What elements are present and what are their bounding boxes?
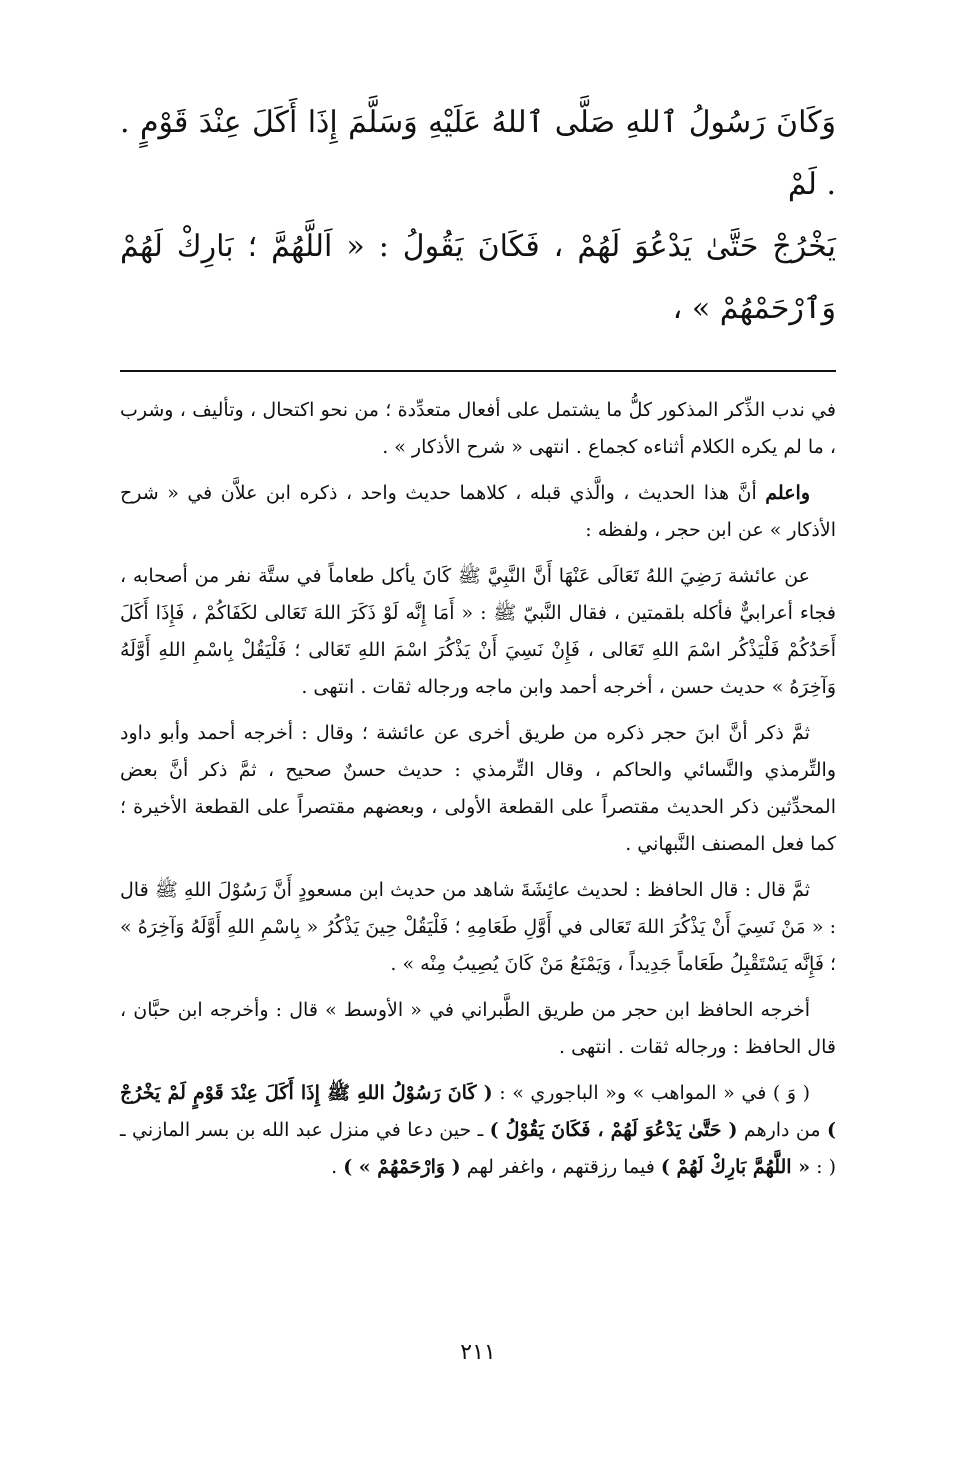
p7-part-c: من دارهم	[737, 1119, 827, 1141]
commentary-paragraph-4: ثمَّ ذكر أنَّ ابنَ حجر ذكره من طريق أخرى عن عائشة ؛ وقال : أخرجه أحمد وأبو داود والتِّرمذي والنَّسائي والحاكم ، وقال التِّرمذي : حديث حسنٌ صحيح ، ثمَّ ذكر أنَّ بعض المحدِّثين ذكر الحديث مقتصراً على القطعة الأولى ، وبعضهم مقتصراً على القطعة الأخيرة ؛ كما فعل المصنف النَّبهاني .	[120, 722, 836, 855]
commentary-lead-word: واعلم	[765, 482, 810, 504]
commentary-paragraph-2-text: أنَّ هذا الحديث ، والَّذي قبله ، كلاهما حديث واحد ، ذكره ابن علاَّن في « شرح الأذكار » عن ابن حجر ، ولفظه :	[120, 482, 836, 541]
commentary-paragraph-7	[120, 1075, 836, 1186]
main-text	[120, 92, 836, 340]
p7-part-a: ( وَ ) في « المواهب » و« الباجوري » :	[492, 1082, 811, 1104]
p7-part-g: فيما رزقتهم ، واغفر لهم	[460, 1156, 661, 1178]
commentary-paragraph-5: ثمَّ قال : قال الحافظ : لحديث عائِشَةَ شاهد من حديث ابن مسعودٍ أَنَّ رَسُوْلَ اللهِ ﷺ قال : « مَنْ نَسِيَ أَنْ يَذْكُرَ اللهَ تَعَالى في أَوَّلِ طَعَامِهِ ؛ فَلْيَقُلْ حِينَ يَذْكُرُ « بِاسْمِ اللهِ أَوَّلَهُ وَآخِرَهُ » ؛ فَإِنَّه يَسْتَقْبِلُ طَعَاماً جَدِيداً ، وَيَمْنَعُ مَنْ كَانَ يُصِيبُ مِنْه » .	[120, 879, 836, 975]
commentary-paragraph-3: عن عائشة رَضِيَ اللهُ تَعَالَى عَنْهَا أَنَّ النَّبِيَّ ﷺ كَانَ يأكل طعاماً في ستَّة نفر من أصحابه ، فجاء أعرابيٌّ فأكله بلقمتين ، فقال النَّبيّ ﷺ : « أَمَا إِنَّه لَوْ ذَكَرَ اللهَ تَعَالى لكَفَاكُمْ ، فَإِذَا أَكَلَ أَحَدُكُمْ فَلْيَذْكُر اسْمَ اللهِ تَعَالى ، فَإِنْ نَسِيَ أَنْ يَذْكُرَ اسْمَ اللهِ تَعَالى ؛ فَلْيَقُلْ بِاسْمِ اللهِ أَوَّلَهُ وَآخِرَهُ » حديث حسن ، أخرجه أحمد وابن ماجه ورجاله ثقات . انتهى .	[120, 565, 836, 698]
page-number: ٢١١	[460, 1340, 496, 1365]
main-text-line-1: وَكَانَ رَسُولُ ٱللهِ صَلَّى ٱللهُ عَلَيْهِ وَسَلَّمَ إِذَا أَكَلَ عِنْدَ قَوْمٍ . . لَمْ	[120, 105, 836, 202]
separator-rule	[120, 370, 836, 372]
p7-quoted-matn-4: ( وَارْحَمْهُمْ » )	[343, 1156, 461, 1178]
commentary-paragraph-6: أخرجه الحافظ ابن حجر من طريق الطَّبراني في « الأوسط » قال : وأخرجه ابن حبَّان ، قال الحافظ : ورجاله ثقات . انتهى .	[120, 999, 836, 1058]
p7-quoted-matn-3: « اللَّهُمَّ بَارِكْ لَهُمْ )	[660, 1156, 811, 1178]
main-text-line-2: يَخْرُجْ حَتَّىٰ يَدْعُوَ لَهُمْ ، فَكَانَ يَقُولُ : « اَللَّهُمَّ ؛ بَارِكْ لَهُمْ وَٱرْحَمْهُمْ » ،	[120, 229, 836, 326]
commentary-paragraph-1: في ندب الذِّكر المذكور كلُّ ما يشتمل على أفعال متعدِّدة ؛ من نحو اكتحال ، وتأليف ، وشرب ، ما لم يكره الكلام أثناءه كجماع . انتهى « شرح الأذكار » .	[120, 399, 836, 458]
commentary	[120, 392, 836, 1186]
p7-quoted-matn-1: ( كَانَ رَسُوْلُ اللهِ ﷺ إِذَا أَكَلَ عِنْدَ قَوْمٍ لَمْ يَخْرُجْ )	[120, 1082, 836, 1141]
p7-quoted-matn-2: ( حَتَّىٰ يَدْعُوَ لَهُمْ ، فَكَانَ يَقُوْلُ )	[489, 1119, 738, 1141]
commentary-paragraph-2	[120, 475, 836, 549]
p7-part-e: ـ حين دعا في منزل عبد الله بن بسر المازني ـ ( :	[120, 1119, 836, 1178]
p7-part-i: .	[331, 1156, 344, 1178]
